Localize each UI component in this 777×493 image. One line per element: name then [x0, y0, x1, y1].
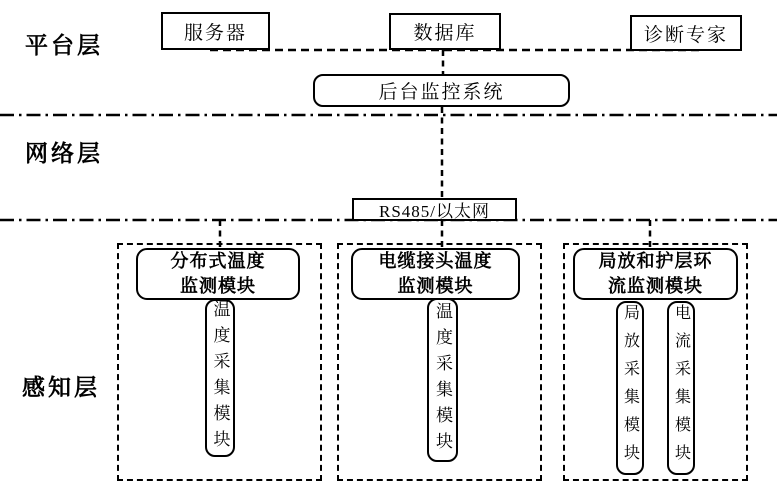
- module1-header: [136, 248, 300, 300]
- module2-title-line2: 监测模块: [397, 276, 474, 296]
- module2-header: [351, 248, 520, 300]
- module2-title-line1: 电缆接头温度: [378, 251, 493, 271]
- module3-pd-collector: 局放采集模块: [616, 301, 644, 475]
- network-layer-label: 网络层: [25, 141, 103, 166]
- rs485-ethernet-box: RS485/以太网: [352, 198, 517, 221]
- diagnosis-expert-box: 诊断专家: [630, 15, 742, 51]
- module3-title-line1: 局放和护层环: [598, 251, 713, 271]
- perception-layer-label: 感知层: [22, 375, 100, 400]
- module1-title-line1: 分布式温度: [170, 251, 266, 271]
- module2-temperature-collector: 温度采集模块: [427, 298, 458, 462]
- module3-title-line2: 流监测模块: [608, 276, 703, 296]
- module3-header: [573, 248, 738, 300]
- platform-layer-label: 平台层: [25, 33, 103, 58]
- module1-title-line2: 监测模块: [180, 276, 256, 296]
- module1-temperature-collector: 温度采集模块: [205, 299, 235, 457]
- backend-monitoring-system-box: 后台监控系统: [313, 74, 570, 107]
- module3-current-collector: 电流采集模块: [667, 301, 695, 475]
- database-box: 数据库: [389, 13, 501, 50]
- server-box: 服务器: [161, 12, 270, 50]
